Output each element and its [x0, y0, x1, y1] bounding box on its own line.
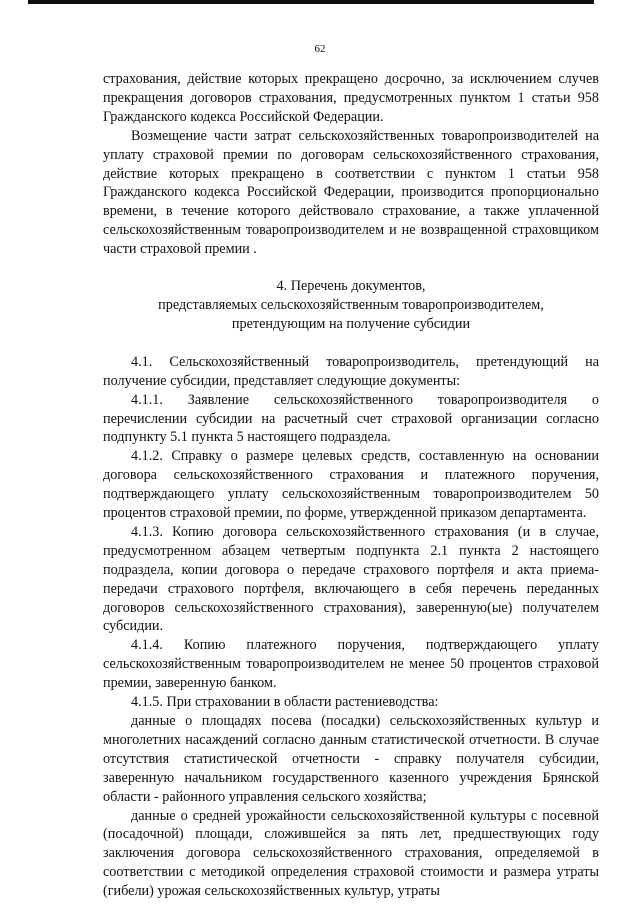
section-heading-line-1: 4. Перечень документов,: [276, 278, 426, 295]
clause-4-1-5: 4.1.5. При страховании в области растениеводства:: [131, 694, 439, 711]
clause-4-1-3: 4.1.3. Копию договора сельскохозяйственного страхования (и в случае, предусмотренном абзацем четвертым подпункта 2.1 пункта 2 настоящего подраздела, копии договора о передаче страхового портфеля и акта приема-передачи страхового портфеля, включающего в себя перечень переданных договоров сельскохозяйственного страхования), заверенную(ые) получателем субсидии.: [103, 523, 599, 635]
clause-4-1-1: 4.1.1. Заявление сельскохозяйственного товаропроизводителя о перечислении субсидии на расчетный счет страховой организации согласно подпункту 5.1 пункта 5 настоящего подраздела.: [103, 391, 599, 446]
section-heading-line-2: представляемых сельскохозяйственным товаропроизводителем,: [158, 296, 544, 313]
clause-4-1-2: 4.1.2. Справку о размере целевых средств, составленную на основании договора сельскохозяйственного страхования и платежного поручения, подтверждающего уплату сельскохозяйственным товаропроизводителем 50 процентов страховой премии, по форме, утвержденной приказом департамента.: [103, 448, 599, 522]
document-body: [103, 70, 599, 901]
clause-4-1: 4.1. Сельскохозяйственный товаропроизводитель, претендующий на получение субсидии, представляет следующие документы:: [103, 353, 599, 389]
paragraph-compensation: Возмещение части затрат сельскохозяйственных товаропроизводителей на уплату страховой премии по договорам сельскохозяйственного страхования, действие которых прекращено в соответствии с пунктом 1 статьи 958 Гражданского кодекса Российской Федерации, производится пропорционально времени, в течение которого действовало страхование, а также уплаченной сельскохозяйственным товаропроизводителем и не возвращенной страховщиком части страховой премии .: [103, 127, 599, 258]
clause-4-1-4: 4.1.4. Копию платежного поручения, подтверждающего уплату сельскохозяйственным товаропроизводителем не менее 50 процентов страховой премии, заверенную банком.: [103, 637, 599, 692]
section-heading-line-3: претендующим на получение субсидии: [231, 315, 471, 332]
clause-4-1-5-yield: данные о средней урожайности сельскохозяйственной культуры с посевной (посадочной) площади, сложившейся за пять лет, предшествующих году заключения договора сельскохозяйственного страхования, определяемой в соответствии с методикой определения страховой стоимости и размера утраты (гибели) урожая сельскохозяйственных культур, утраты: [103, 807, 599, 900]
page-number: 62: [314, 43, 326, 55]
clause-4-1-5-sown-area: данные о площадях посева (посадки) сельскохозяйственных культур и многолетних насаждений согласно данным статистической отчетности. В случае отсутствия статистической отчетности - справку получателя субсидии, заверенную начальником государственного казенного учреждения Брянской области - районного управления сельского хозяйства;: [103, 713, 599, 805]
scan-top-edge: [28, 0, 594, 4]
paragraph-continuation: страхования, действие которых прекращено досрочно, за исключением случев прекращения договоров страхования, предусмотренных пунктом 1 статьи 958 Гражданского кодекса Российской Федерации.: [103, 71, 599, 125]
